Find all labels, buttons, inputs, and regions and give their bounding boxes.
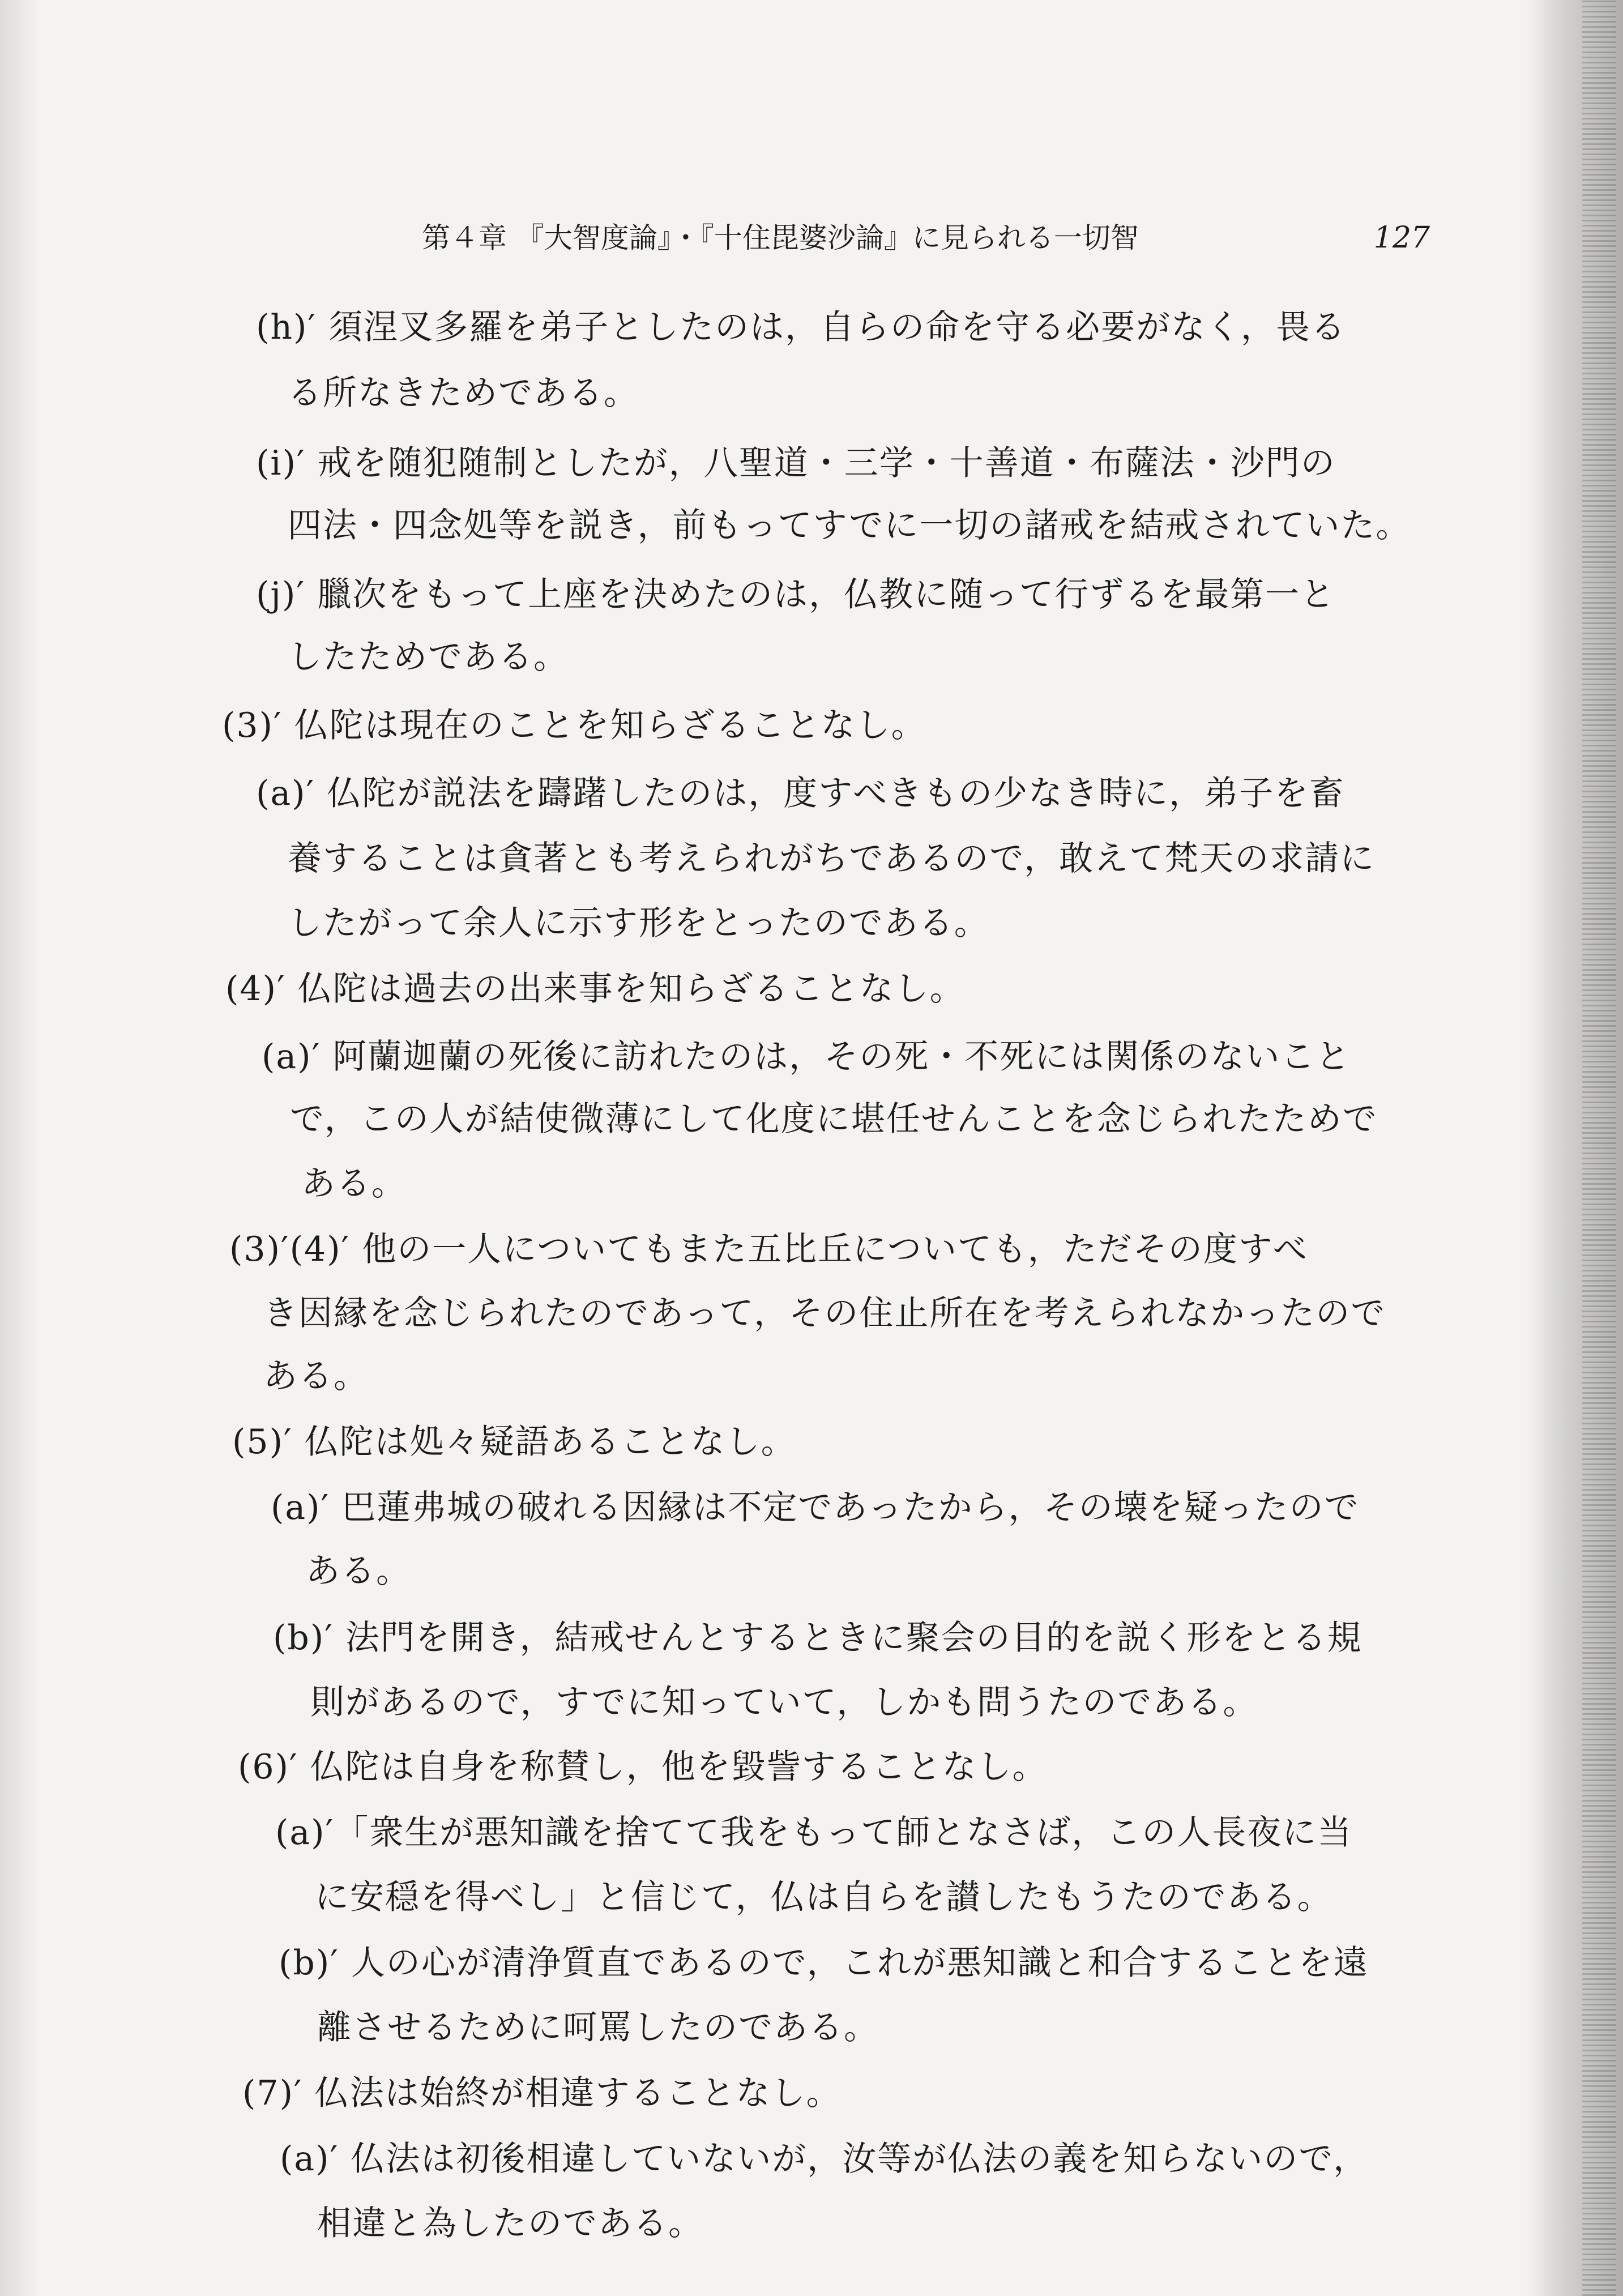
body-line: (3)′(4)′ 他の一人についてもまた五比丘についても，ただその度すべ (229, 1230, 1308, 1269)
body-line: (h)′ 須涅叉多羅を弟子としたのは，自らの命を守る必要がなく，畏る (256, 308, 1346, 347)
body-line: したためである。 (288, 637, 569, 677)
body-line: (i)′ 戒を随犯随制としたが，八聖道・三学・十善道・布薩法・沙門の (256, 443, 1336, 483)
body-line: (b)′ 人の心が清浄質直であるので，これが悪知識と和合することを遠 (279, 1943, 1369, 1983)
body-line: (a)′「衆生が悪知識を捨てて我をもって師となさば，この人長夜に当 (275, 1813, 1353, 1853)
body-line: (6)′ 仏陀は自身を称賛し，他を毀訾することなし。 (238, 1747, 1048, 1787)
body-line: したがって余人に示す形をとったのである。 (288, 903, 989, 943)
page-number: 127 (1373, 221, 1430, 255)
body-line: ある。 (306, 1551, 411, 1591)
body-line: 離させるために呵罵したのである。 (317, 2008, 879, 2047)
body-line: ある。 (301, 1164, 407, 1204)
body-line: ある。 (263, 1356, 369, 1396)
body-line: で，この人が結使微薄にして化度に堪任せんことを念じられたためで (290, 1099, 1378, 1139)
book-gutter-shadow (1527, 0, 1623, 2296)
body-line: (a)′ 巴蓮弗城の破れる因縁は不定であったから，その壊を疑ったので (271, 1488, 1360, 1527)
body-line: (a)′ 仏陀が説法を躊躇したのは，度すべきもの少なき時に，弟子を畜 (256, 774, 1345, 813)
body-line: (5)′ 仏陀は処々疑語あることなし。 (232, 1422, 796, 1462)
body-line: 養することは貪著とも考えられがちであるので，敢えて梵天の求請に (288, 839, 1376, 878)
body-line: 則があるので，すでに知っていて，しかも問うたのである。 (310, 1683, 1258, 1722)
body-line: る所なきためである。 (288, 373, 639, 413)
body-line: 四法・四念処等を説き，前もってすでに一切の諸戒を結戒されていた。 (288, 506, 1411, 545)
body-line: (j)′ 臘次をもって上座を決めたのは，仏教に随って行ずるを最第一と (256, 575, 1336, 614)
body-line: (7)′ 仏法は始終が相違することなし。 (242, 2073, 842, 2113)
body-line: に安穏を得べし」と信じて，仏は自らを讃したもうたのである。 (315, 1877, 1332, 1917)
body-line: (4)′ 仏陀は過去の出来事を知らざることなし。 (225, 969, 965, 1009)
body-line: (b)′ 法門を開き，結戒せんとするときに聚会の目的を説く形をとる規 (273, 1618, 1363, 1658)
running-header-title: 第４章 『大智度論』・『十住毘婆沙論』に見られる一切智 (422, 221, 1139, 254)
body-line: (a)′ 阿蘭迦蘭の死後に訪れたのは，その死・不死には関係のないこと (262, 1037, 1351, 1077)
body-line: (a)′ 仏法は初後相違していないが，汝等が仏法の義を知らないので， (280, 2139, 1369, 2179)
body-line: き因縁を念じられたのであって，その住止所在を考えられなかったので (263, 1294, 1386, 1333)
body-line: (3)′ 仏陀は現在のことを知らざることなし。 (222, 706, 926, 745)
body-line: 相違と為したのである。 (317, 2204, 703, 2243)
page-left-shadow (0, 0, 40, 2296)
gutter-noise (1582, 0, 1616, 2296)
